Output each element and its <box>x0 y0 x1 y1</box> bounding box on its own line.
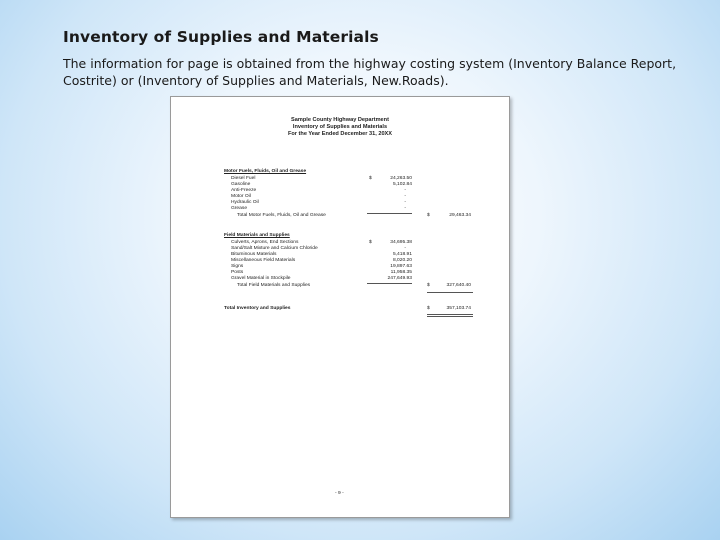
line-item-label: Bituminous Materials <box>231 252 277 257</box>
section-total-label: Total Field Materials and Supplies <box>237 283 311 288</box>
line-item-value: - <box>404 246 406 251</box>
line-item-value: 19,897.63 <box>390 264 412 269</box>
dollar-sign: $ <box>369 176 372 181</box>
line-item-label: Signs <box>231 264 244 269</box>
line-item-label: Hydraulic Oil <box>231 200 259 205</box>
line-item-value: 24,263.50 <box>390 176 412 181</box>
line-item-label: Gasoline <box>231 182 251 187</box>
subtotal-rule <box>367 213 412 214</box>
report-header-period: For the Year Ended December 31, 20XX <box>287 131 393 137</box>
line-item-value: - <box>404 188 406 193</box>
section-heading-field-materials: Field Materials and Supplies <box>224 233 290 238</box>
grand-total-double-rule <box>427 314 473 317</box>
line-item-value: - <box>404 194 406 199</box>
line-item-value: 5,102.84 <box>392 182 412 187</box>
page-number: - 9 - <box>335 491 344 496</box>
line-item-label: Grease <box>231 206 248 211</box>
line-item-value: - <box>404 206 406 211</box>
inventory-report-page <box>170 96 510 518</box>
line-item-value: 5,418.91 <box>392 252 412 257</box>
subtotal-rule <box>367 283 412 284</box>
line-item-value: - <box>404 200 406 205</box>
dollar-sign: $ <box>427 306 430 311</box>
line-item-label: Diesel Fuel <box>231 176 256 181</box>
line-item-value: 247,649.93 <box>387 276 412 281</box>
grand-total-value: 357,103.74 <box>446 306 471 311</box>
line-item-label: Culverts, Aprons, End Sections <box>231 240 299 245</box>
dollar-sign: $ <box>427 283 430 288</box>
line-item-value: 34,695.38 <box>390 240 412 245</box>
line-item-label: Anti-Freeze <box>231 188 257 193</box>
report-header-title: Inventory of Supplies and Materials <box>292 124 388 130</box>
grand-total-label: Total Inventory and Supplies <box>224 306 291 311</box>
section-total-label: Total Motor Fuels, Fluids, Oil and Grease <box>237 213 326 218</box>
section-heading-motor-fuels: Motor Fuels, Fluids, Oil and Grease <box>224 169 307 174</box>
section-total-value: 327,640.40 <box>446 283 471 288</box>
total-rule <box>427 292 473 293</box>
line-item-value: 11,958.35 <box>390 270 412 275</box>
slide-description: The information for page is obtained from the highway costing system (Inventory Balance Report, Costrite) or (Inventory of Supplies and Materials, New.Roads). <box>63 56 677 88</box>
dollar-sign: $ <box>427 213 430 218</box>
section-total-value: 29,463.34 <box>449 213 471 218</box>
slide-title: Inventory of Supplies and Materials <box>63 28 379 46</box>
report-header-county: Sample County Highway Department <box>291 117 389 123</box>
line-item-label: Miscellaneous Field Materials <box>231 258 296 263</box>
line-item-value: 8,020.20 <box>392 258 412 263</box>
line-item-label: Sand/Salt Mixture and Calcium Chloride <box>231 246 318 251</box>
line-item-label: Posts <box>231 270 244 275</box>
line-item-label: Gravel Material in Stockpile <box>231 276 291 281</box>
dollar-sign: $ <box>369 240 372 245</box>
line-item-label: Motor Oil <box>231 194 251 199</box>
